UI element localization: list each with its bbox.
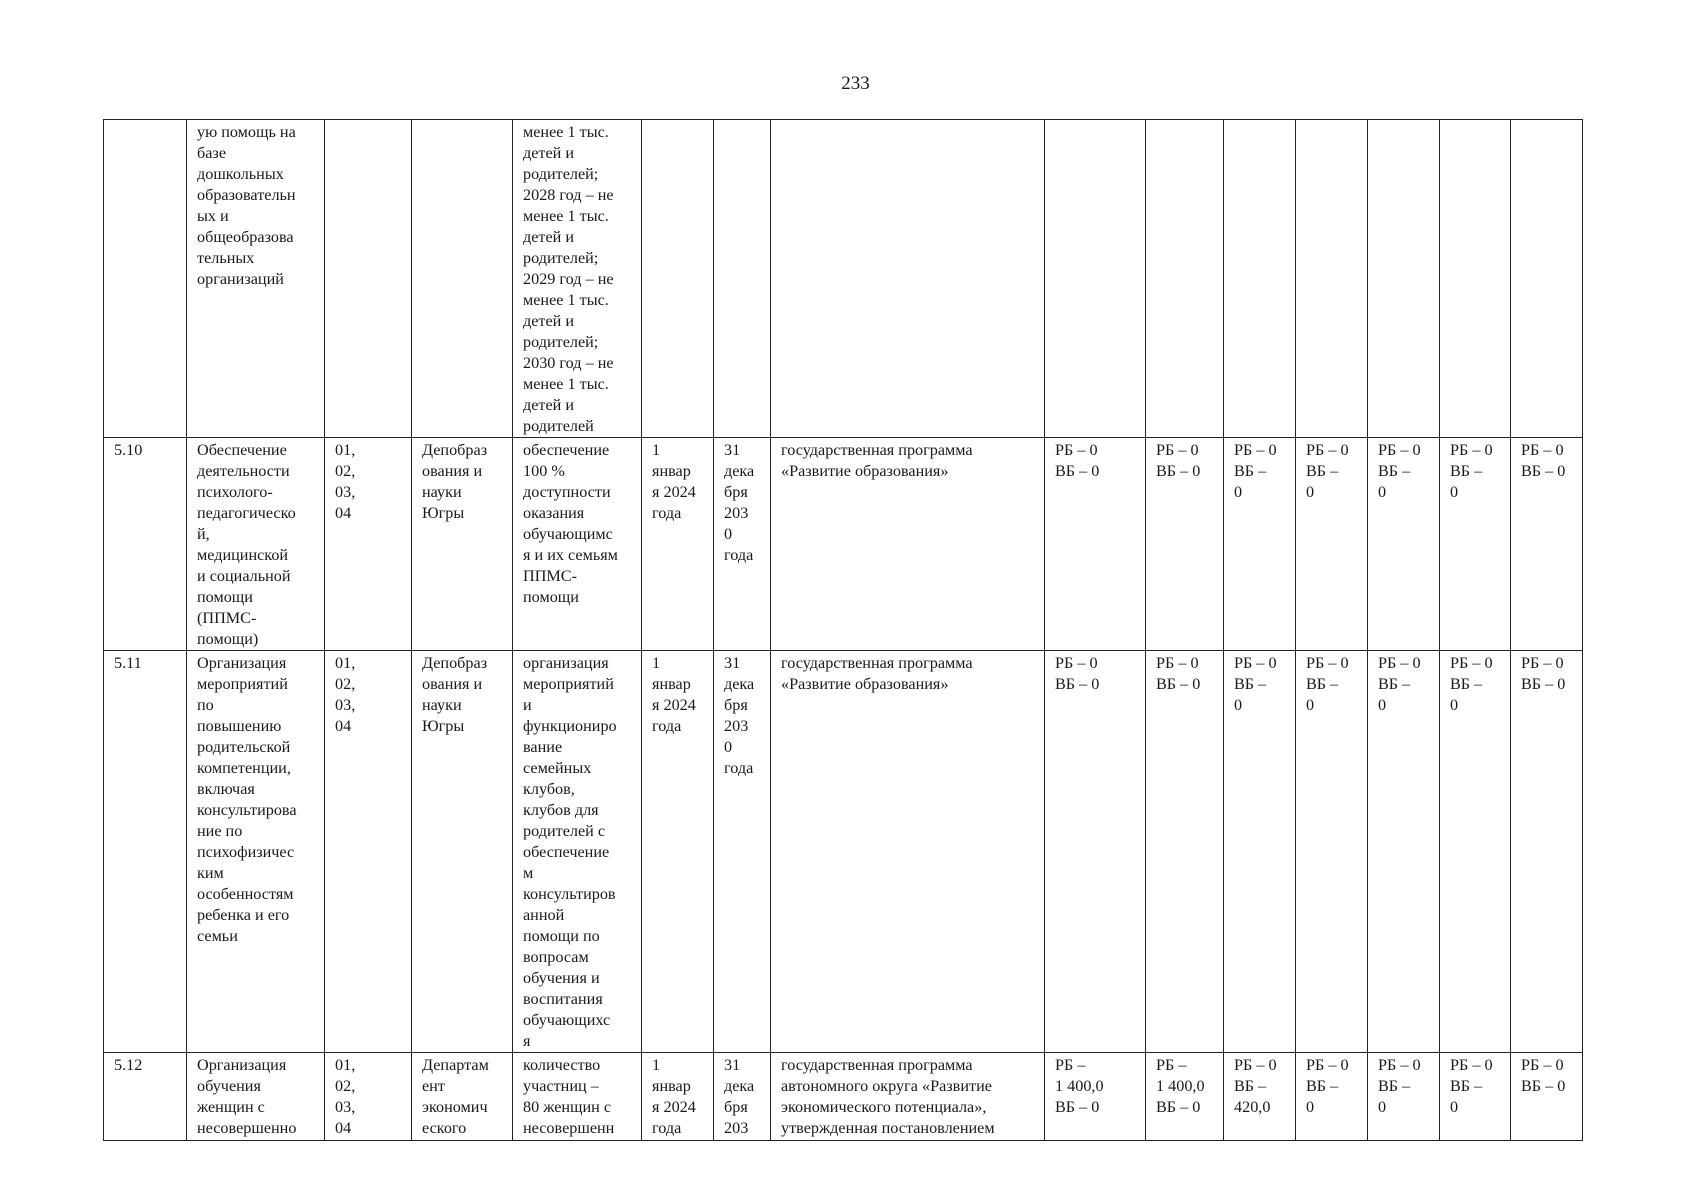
table-row — [104, 651, 1583, 1053]
funding-cell: РБ – 0 ВБ – 0 — [1440, 1053, 1511, 1141]
funding-cell — [1511, 120, 1583, 438]
funding-cell — [1224, 120, 1296, 438]
codes-cell: 01, 02, 03, 04 — [325, 1053, 412, 1141]
funding-cell: РБ – 0 ВБ – 420,0 — [1224, 1053, 1296, 1141]
measure-name-cell: Обеспечение деятельности психолого- педагогическо й, медицинской и социальной помощи (ППМС- помощи) — [187, 438, 325, 651]
program-cell: государственная программа «Развитие образования» — [771, 651, 1045, 1053]
result-cell: организация мероприятий и функциониро вание семейных клубов, клубов для родителей с обеспечение м консультиров анной помощи по вопросам обучения и воспитания обучающихс я — [513, 651, 642, 1053]
funding-cell: РБ – 0 ВБ – 0 — [1045, 438, 1146, 651]
page-number: 233 — [841, 73, 870, 94]
end-date-cell: 31 дека бря 203 — [714, 1053, 771, 1141]
funding-cell: РБ – 0 ВБ – 0 — [1440, 438, 1511, 651]
funding-cell: РБ – 1 400,0 ВБ – 0 — [1146, 1053, 1224, 1141]
funding-cell: РБ – 0 ВБ – 0 — [1296, 438, 1368, 651]
funding-cell: РБ – 0 ВБ – 0 — [1296, 651, 1368, 1053]
funding-cell — [1368, 120, 1440, 438]
codes-cell: 01, 02, 03, 04 — [325, 438, 412, 651]
start-date-cell: 1 январ я 2024 года — [642, 651, 714, 1053]
measures-table — [103, 119, 1583, 1141]
funding-cell — [1440, 120, 1511, 438]
end-date-cell: 31 дека бря 203 0 года — [714, 651, 771, 1053]
codes-cell — [325, 120, 412, 438]
program-cell: государственная программа «Развитие образования» — [771, 438, 1045, 651]
measure-name-cell: Организация обучения женщин с несовершенно — [187, 1053, 325, 1141]
table-row — [104, 438, 1583, 651]
program-cell — [771, 120, 1045, 438]
result-cell: количество участниц – 80 женщин с несовершенн — [513, 1053, 642, 1141]
program-cell: государственная программа автономного округа «Развитие экономического потенциала», утвержденная постановлением — [771, 1053, 1045, 1141]
funding-cell — [1146, 120, 1224, 438]
result-cell: обеспечение 100 % доступности оказания обучающимс я и их семьям ППМС- помощи — [513, 438, 642, 651]
executor-cell: Депобраз ования и науки Югры — [412, 651, 513, 1053]
row-number-cell: 5.11 — [104, 651, 187, 1053]
funding-cell — [1296, 120, 1368, 438]
funding-cell: РБ – 0 ВБ – 0 — [1511, 1053, 1583, 1141]
funding-cell: РБ – 0 ВБ – 0 — [1146, 438, 1224, 651]
funding-cell: РБ – 0 ВБ – 0 — [1511, 438, 1583, 651]
executor-cell: Депобраз ования и науки Югры — [412, 438, 513, 651]
funding-cell: РБ – 0 ВБ – 0 — [1296, 1053, 1368, 1141]
executor-cell — [412, 120, 513, 438]
start-date-cell: 1 январ я 2024 года — [642, 438, 714, 651]
result-cell: менее 1 тыс. детей и родителей; 2028 год – не менее 1 тыс. детей и родителей; 2029 год – не менее 1 тыс. детей и родителей; 2030 год – не менее 1 тыс. детей и родителей — [513, 120, 642, 438]
row-number-cell: 5.12 — [104, 1053, 187, 1141]
funding-cell: РБ – 0 ВБ – 0 — [1224, 651, 1296, 1053]
measure-name-cell: Организация мероприятий по повышению родительской компетенции, включая консультирова ние по психофизичес ким особенностям ребенка и его семьи — [187, 651, 325, 1053]
end-date-cell — [714, 120, 771, 438]
end-date-cell: 31 дека бря 203 0 года — [714, 438, 771, 651]
row-number-cell: 5.10 — [104, 438, 187, 651]
funding-cell: РБ – 0 ВБ – 0 — [1368, 438, 1440, 651]
funding-cell: РБ – 0 ВБ – 0 — [1045, 651, 1146, 1053]
funding-cell: РБ – 0 ВБ – 0 — [1511, 651, 1583, 1053]
start-date-cell — [642, 120, 714, 438]
funding-cell: РБ – 0 ВБ – 0 — [1440, 651, 1511, 1053]
funding-cell: РБ – 0 ВБ – 0 — [1368, 651, 1440, 1053]
measure-name-cell: ую помощь на базе дошкольных образовательн ых и общеобразова тельных организаций — [187, 120, 325, 438]
funding-cell: РБ – 0 ВБ – 0 — [1146, 651, 1224, 1053]
funding-cell: РБ – 1 400,0 ВБ – 0 — [1045, 1053, 1146, 1141]
start-date-cell: 1 январ я 2024 года — [642, 1053, 714, 1141]
row-number-cell — [104, 120, 187, 438]
table-row — [104, 1053, 1583, 1141]
codes-cell: 01, 02, 03, 04 — [325, 651, 412, 1053]
executor-cell: Департам ент экономич еского — [412, 1053, 513, 1141]
funding-cell: РБ – 0 ВБ – 0 — [1368, 1053, 1440, 1141]
funding-cell — [1045, 120, 1146, 438]
table-row — [104, 120, 1583, 438]
funding-cell: РБ – 0 ВБ – 0 — [1224, 438, 1296, 651]
